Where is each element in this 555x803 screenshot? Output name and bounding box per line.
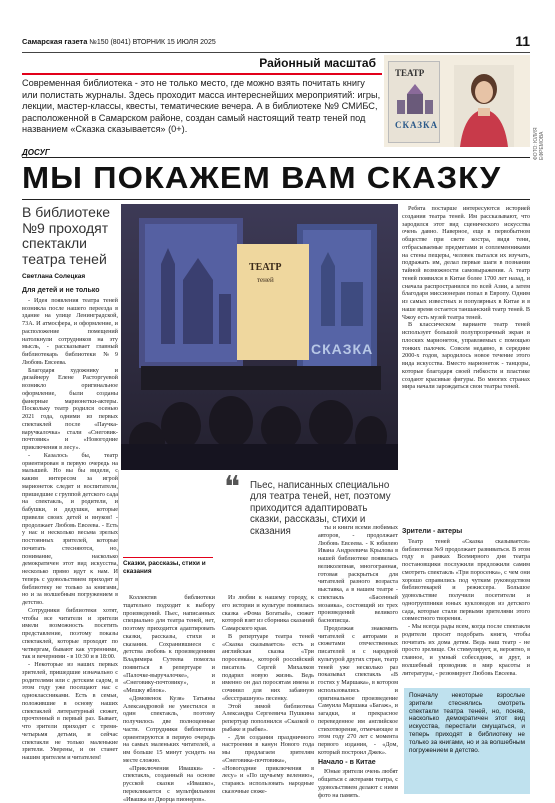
paragraph: «Домовенок Кузя» Татьяны Александровой не уместился в один спектакль, поэтому получилось две полноценные части. Сотрудники библиотеки ориентируются в первую очередь на самых маленьких читателей, а им больше 15 минут усидеть на месте сложно. bbox=[123, 695, 215, 765]
paragraph: - Для создания праздничного настроения в канун Нового года мы предлагаем зрителям «Снеговика-почтовика», «Новогодние приключения в лесу» и «По щучьему велению», стараясь использовать народные сказочные сюже- bbox=[222, 734, 314, 796]
paragraph: Из любви к нашему городу, к его истории и культуре появилась сказка «Фома Богатый», сюжет которой взят из сборника сказаний Самарского края. bbox=[222, 594, 314, 633]
paragraph: - Мы всегда рады всем, когда после спектакля родители просят подобрать книги, чтобы почитать их дома детям. Ведь наш театр - не просто зрелище. Он стимулирует, и, вероятно, в главное, и умный собеседник, и друг, и волшебный проводник в мир красоты и литературы, - резюмирует Любовь Евсеева. bbox=[402, 623, 530, 677]
rubric-rule bbox=[22, 73, 382, 75]
photo-credit: ФОТО: ЮЛИЯ ЕФРЕМОВА bbox=[533, 100, 541, 160]
paragraph: Благодаря художнику и дизайнеру Елене Расторгуевой возникло оригинальное оформление, были созданы фанерные марионетки-актеры. Поскольку театр родился осенью 2021 года, одними из первых спектаклей после «Паучка-варучкалочка» стали «Снеговик-почтовик» и «Новогодние приключения в лесу». bbox=[22, 367, 118, 452]
paragraph: - Некоторые из наших первых зрителей, пришедшие изначально с родителями или с детским садом, в этом году уже посещают нас с одноклассниками. Есть в семьи, положившие в основу наших спектаклей литературный сюжет, прочтенный в первый раз. Бывает, что зрители приходят с тремя-четырьмя детьми, и сейчас спектакли не только маленькие зрители. Уверены, и он станет нашим зрителем и читателем! bbox=[22, 661, 118, 762]
paragraph: ты и книги всеми любимых авторов, - продолжает Любовь Евсеева. - К юбилею Ивана Андреевича Крылова в нашей библиотеке появилась великолепная, многогранная, готовая раскрыться для читателей разного возраста выставка, а в нашем театре - спектакль «Басенный мозаика», состоящий из трех произведений великого баснописца. bbox=[318, 524, 398, 625]
article-column-4 bbox=[402, 205, 530, 527]
top-rule bbox=[22, 52, 530, 53]
paragraph: Коллектив библиотеки тщательно подходит к выбору произведений. Пьес, написанных специально для театра теней, нет, поэтому приходится адаптировать сказки, рассказы, стихи и сказания. Сохранившиеся с детства любовь к произведениям Владимира Сутеева помогла появиться в репертуаре и «Палочке-выручалочке», и «Снеговику-почтовику», и «Мешку яблок». bbox=[123, 594, 215, 695]
poster-board-top-text: ТЕАТР bbox=[395, 68, 424, 78]
stage-top-text: ТЕАТР bbox=[249, 262, 281, 273]
pull-quote-text: Пьес, написанных специально для театра теней, нет, поэтому приходится адаптировать сказки, рассказы, стихи и сказания bbox=[250, 480, 400, 537]
section-tag: ДОСУГ bbox=[22, 148, 50, 157]
publication-name: Самарская газета bbox=[22, 37, 87, 46]
main-headline: МЫ ПОКАЖЕМ ВАМ СКАЗКУ bbox=[22, 158, 555, 198]
column-3b-title: Начало - в Китае bbox=[318, 759, 398, 767]
paragraph: В классическом варианте театр теней использует большой полупрозрачный экран и плоских марионеток, управляемых с помощью тонких палочек. Совсем недавно, в середине 2000-х годов, зародилось новое течение этого вида искусства. Вместо марионеток - танцоры, которые благодаря своей гибкости и пластике создают красивые фигуры. Во многих странах мира начали зарождаться свои театры теней. bbox=[402, 321, 530, 391]
column-1-title: Для детей и не только bbox=[22, 287, 118, 295]
poster-photo bbox=[384, 55, 530, 147]
shadow-theater-photo bbox=[121, 204, 398, 470]
issue-date: ВТОРНИК 15 ИЮЛЯ 2025 bbox=[133, 39, 216, 46]
column-4b-title: Зрители - актеры bbox=[402, 528, 530, 536]
poster-board bbox=[388, 61, 440, 143]
rubric-label: Районный масштаб bbox=[236, 56, 376, 74]
paragraph: Сотрудники библиотеки хотят, чтобы все читатели и зрители имели возможность посетить представление, поэтому показы спектаклей, которые проходят по четвергам, бывают как утренними, так и вечерними - в 10:30 и в 18:00. bbox=[22, 607, 118, 661]
librarian-photo bbox=[454, 65, 514, 147]
lead-paragraph: Современная библиотека - это не только место, где можно взять почитать книгу или полистать журналы. Здесь проходит масса интереснейших мероприятий: игры, лекции, мастер-классы, квесты, тематические вечера. А в библиотеке №9 СМИБС, расположенной в Самарском районе, создан самый настоящий театр теней под названием «Сказка сказывается» (0+). bbox=[22, 78, 382, 136]
article-column-3 bbox=[222, 594, 314, 795]
article-column-4b bbox=[402, 526, 530, 686]
stage-bottom-text: СКАЗКА bbox=[311, 341, 373, 357]
paragraph: Продолжая знакомить читателей с авторами и сюжетами отечественных писателей и с народной культурой других стран, театр теней уже несколько раз показывал спектакль «В гостях у Маршака», в котором использовались и оригинальное произведение Самуила Маршака «Багаж», и загадки, и прекрасное переведенное им английское стихотворение, отмечающее в этом году 270 лет с момента первого издания, - «Дом, который построил Джек». bbox=[318, 625, 398, 757]
article-column-2 bbox=[123, 594, 215, 795]
subheadline: В библиотеке №9 проходят спектакли театра теней bbox=[22, 205, 117, 267]
page-number: 11 bbox=[515, 33, 530, 49]
paragraph: - Казалось бы, театр ориентирован в первую очередь на малышей. Но вы бы видели, с каким интересом за игрой марионеток следят и воспитатели, пришедшие с группой детского сада на спектакль, и родители, и бабушки, и дедушки, которые привели своих детей и внуков! - продолжает Любовь Евсеева. - Есть у нас и несколько весьма зрелых постоянных зрителей, которые почитать стесняются, но, понимание, насколько демократичен этот вид искусства, несколько прямо идут к нам. И теперь с удовольствием приходят в библиотеку не только за книгами, но и за волшебным погружением в детство. bbox=[22, 452, 118, 607]
issue-number: №150 (8041) bbox=[89, 39, 130, 46]
headline-rule bbox=[22, 199, 530, 200]
caption-rule bbox=[123, 557, 213, 558]
castle-silhouette-icon bbox=[393, 84, 437, 116]
poster-board-bottom-text: СКАЗКА bbox=[395, 120, 438, 130]
stage-sub-text: теней bbox=[257, 276, 274, 284]
paragraph: Ребята постарше интересуются историей создания театра теней. Им рассказывают, что зародился этот вид сценического искусства очень давно. Наверное, еще в первобытном обществе при свете костра, видя тени, отбрасываемые предметами и соплеменниками на стены пещеры, человек пытался их изучать, подражать им, делал первые шаги в познании тайной возможности самовыражения. А театр теней появился в Китае более 1700 лет назад, и сначала распространился по всей Азии, а затем благодаря миссионерам попал в Европу. Одним из самых известных и популярных в Китае и в наше время остается таншанский театр теней. В Чжоу есть музей театра теней. bbox=[402, 205, 530, 321]
article-column-3b bbox=[318, 524, 398, 795]
author-byline: Светлана Солецкая bbox=[22, 273, 85, 280]
paragraph: Юные зрители очень любят общаться с актерами театра, с удовольствием делают с ними фото на память. bbox=[318, 768, 398, 799]
paragraph: «Приключения Ивашки» - спектакль, созданный на основе русской сказки «Ивашко», перекликается с мультфильмом «Ивашка из Дворца пионеров». bbox=[123, 765, 215, 803]
theater-scene-image bbox=[121, 204, 398, 470]
quote-mark-icon: ❝ bbox=[224, 470, 240, 505]
paragraph: - Идея появления театра теней возникла после нашего переезда в здание на улице Ленинградской, 73А. И атмосфера, и оформление, и расположение помещений натолкнули сотрудников на эту мысль, - рассказывает главный библиотекарь библиотеки №9 Любовь Евсеева. bbox=[22, 297, 118, 367]
paragraph: Театр теней «Сказка сказывается» библиотеки №9 продолжает развиваться. В этом году в рамках Всемирного дня театра постановщики послужили предложили самим смотреть спектакль «Три поросенка», с чем они хорошо справились под чутким руководством библиотекарей и режиссера. Большое удовольствие получили посетители и одногруппники юных кукловодов из детского сада, которые стали первыми зрителями этого совместного творения. bbox=[402, 538, 530, 623]
article-column-1 bbox=[22, 285, 118, 795]
paragraph: Этой зимой библиотека Александра Сергеевича Пушкина репертуар пополнился «Сказкой о рыбаке и рыбке». bbox=[222, 703, 314, 734]
running-head bbox=[22, 37, 530, 53]
info-box: Поначалу некоторые взрослые зрители стеснялись смотреть спектакли театра теней, но, поняв, насколько демократичен этот вид искусства, перестали смущаться, и теперь приходят в библиотеку не только за книгами, но и за волшебным погружением в детство. bbox=[404, 688, 530, 794]
section-caption: Сказки, рассказы, стихи и сказания bbox=[123, 560, 213, 575]
column-divider bbox=[118, 470, 119, 590]
paragraph: В репертуаре театра теней «Сказка сказывается» есть и английская сказка «Три поросенка», которой российский писатель Сергей Михалков подарил новую жизнь. Ведь именно он дал поросятам имена и сочинил для них забавную «бесстрашную» песенку. bbox=[222, 633, 314, 703]
